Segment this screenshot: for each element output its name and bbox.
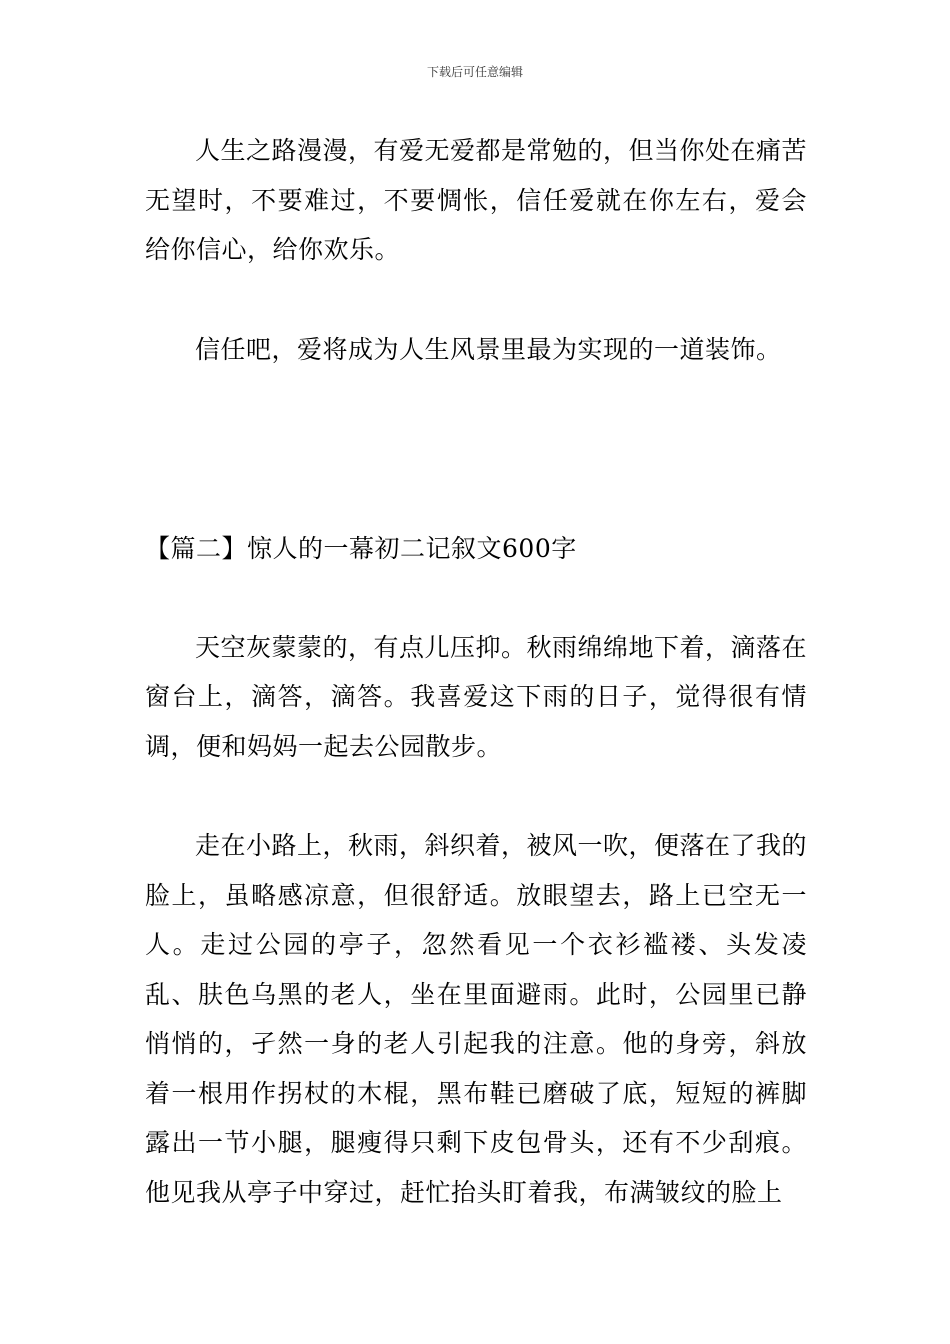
page-header: 下载后可任意编辑 — [426, 65, 523, 79]
section-heading: 【篇二】惊人的一幕初二记叙文600字 — [145, 534, 577, 563]
paragraph-rainy-sky: 天空灰蒙蒙的，有点儿压抑。秋雨绵绵地下着，滴落在窗台上，滴答，滴答。我喜爱这下雨的日子，觉得很有情调，便和妈妈一起去公园散步。 — [145, 632, 808, 761]
paragraph-love-road: 人生之路漫漫，有爱无爱都是常勉的，但当你处在痛苦无望时，不要难过，不要惆怅，信任爱就在你左右，爱会给你信心，给你欢乐。 — [145, 136, 808, 264]
document-body — [145, 126, 807, 1217]
paragraph-trust: 信任吧，爱将成为人生风景里最为实现的一道装饰。 — [195, 334, 782, 364]
paragraph-old-man: 走在小路上，秋雨，斜织着，被风一吹，便落在了我的脸上，虽略感凉意，但很舒适。放眼望去，路上已空无一人。走过公园的亭子，忽然看见一个衣衫褴褛、头发凌乱、肤色乌黑的老人，坐在里面避雨。此时，公园里已静悄悄的，孑然一身的老人引起我的注意。他的身旁，斜放着一根用作拐杖的木棍，黑布鞋已磨破了底，短短的裤脚露出一节小腿，腿瘦得只剩下皮包骨头，还有不少刮痕。他见我从亭子中穿过，赶忙抬头盯着我，布满皱纹的脸上 — [145, 831, 808, 1207]
